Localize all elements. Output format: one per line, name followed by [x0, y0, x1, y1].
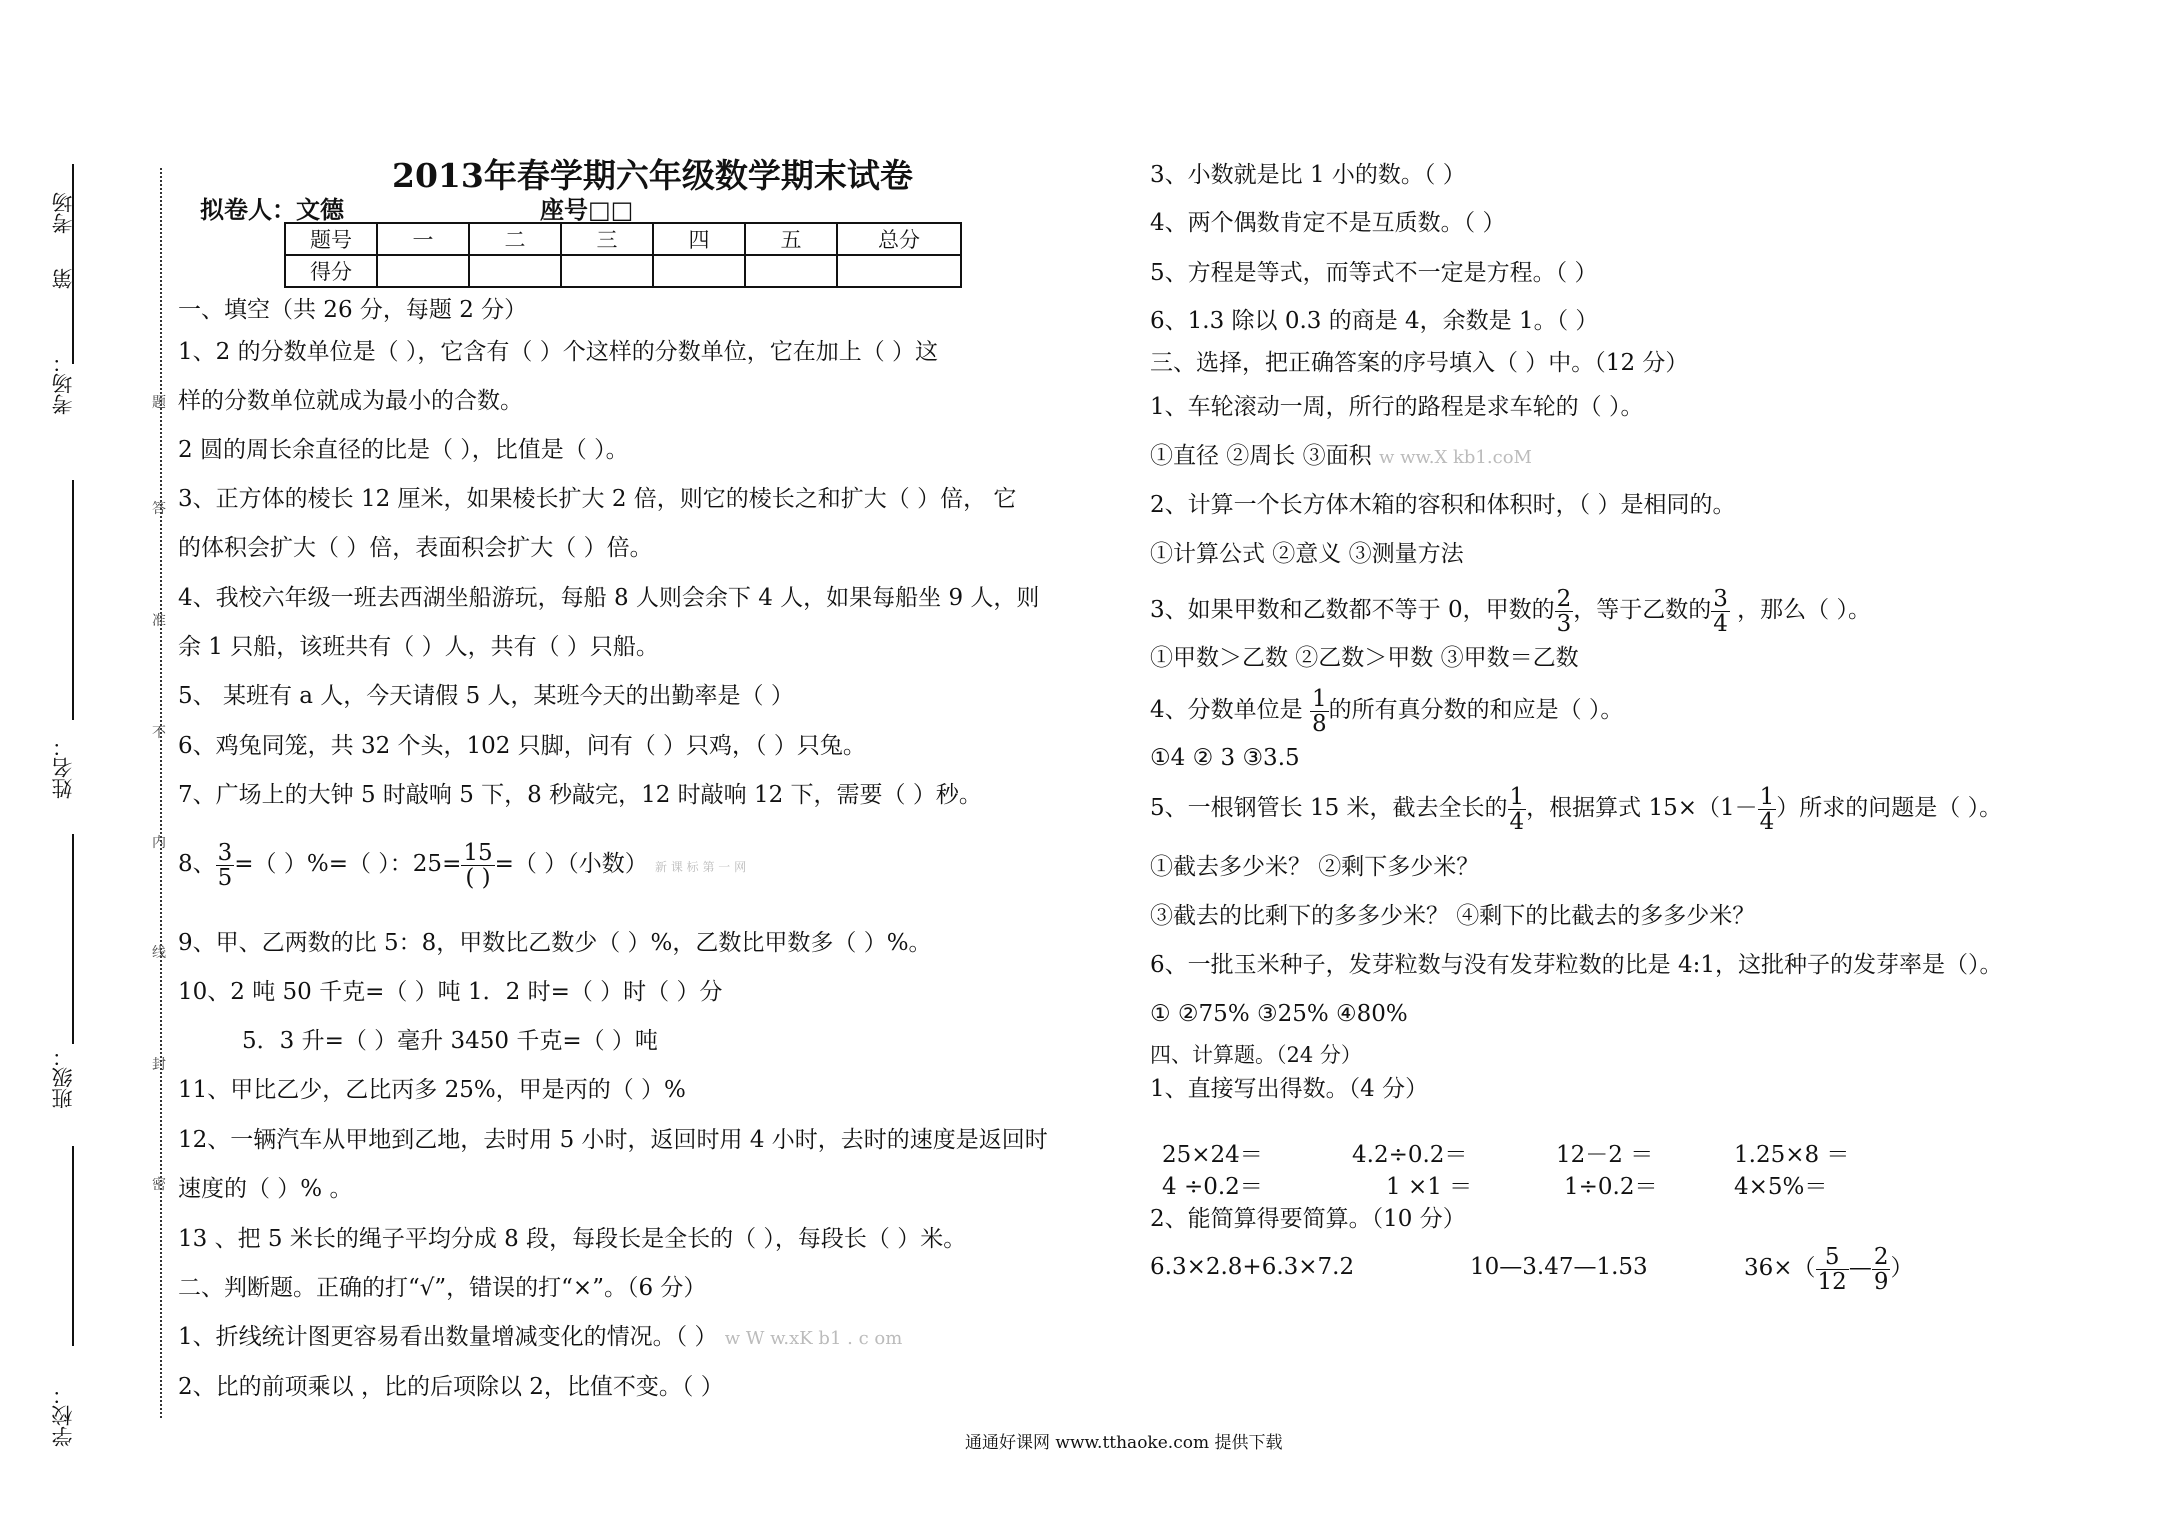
watermark-text: w ww.X kb1.coM	[1378, 447, 1532, 468]
calc-cell: 25×24＝	[1162, 1142, 1263, 1168]
expression-3-text: 36×（	[1744, 1255, 1816, 1281]
expression	[1744, 1236, 1913, 1300]
question-text: 4、两个偶数肯定不是互质数。（ ）	[1150, 210, 1506, 236]
fraction-denominator: ( )	[465, 864, 491, 891]
fraction-denominator: 3	[1556, 610, 1572, 637]
seal-char: 密	[152, 1177, 166, 1193]
score-cell: 总分	[837, 223, 961, 255]
score-input-cell[interactable]	[837, 255, 961, 287]
fraction-numerator: 1	[1509, 783, 1525, 810]
score-cell: 三	[561, 223, 653, 255]
seal-line	[160, 168, 162, 1418]
page-title: 2013年春学期六年级数学期末试卷	[392, 156, 913, 195]
fraction-denominator: 5	[217, 864, 233, 891]
question-text: 速度的（ ）% 。	[178, 1176, 353, 1202]
fraction-numerator: 15	[463, 839, 493, 866]
seal-char: 线	[152, 945, 166, 961]
choice-3-text: ，等于乙数的	[1573, 597, 1712, 623]
expression-3-text: ）	[1890, 1255, 1914, 1281]
question-text	[178, 1322, 902, 1354]
seal-char: 不	[152, 725, 166, 741]
fraction-numerator: 1	[1311, 685, 1327, 712]
score-table	[284, 222, 962, 288]
expression: 10—3.47—1.53	[1470, 1254, 1648, 1280]
side-label-class: 班级：	[51, 1046, 75, 1109]
section-1-heading: 一、填空（共 26 分，每题 2 分）	[178, 297, 528, 323]
option-text: ①计算公式 ②意义 ③测量方法	[1150, 541, 1464, 567]
score-input-cell[interactable]	[377, 255, 469, 287]
section-2-heading: 二、判断题。正确的打“√”，错误的打“×”。（6 分）	[178, 1275, 707, 1301]
question-text: 3、正方体的棱长 12 厘米，如果棱长扩大 2 倍，则它的棱长之和扩大（ ）倍， 它	[178, 486, 1017, 512]
choice-4-text: 的所有真分数的和应是（ ）。	[1328, 697, 1624, 723]
question-text: 2 圆的周长余直径的比是（ ），比值是（ ）。	[178, 437, 629, 463]
fraction	[1555, 587, 1574, 636]
fraction-numerator: 3	[1713, 585, 1728, 612]
fraction	[461, 841, 494, 890]
question-8-mid: =（ ）%=（ ）：25=	[234, 851, 462, 877]
author-label: 拟卷人：文德	[200, 195, 344, 224]
choice-4	[1150, 678, 1623, 742]
question-text: 7、广场上的大钟 5 时敲响 5 下，8 秒敲完，12 时敲响 12 下，需要（ ）秒。	[178, 782, 982, 808]
question-text: 10、2 吨 50 千克=（ ）吨 1．2 时=（ ）时（ ）分	[178, 979, 723, 1005]
fraction-denominator: 12	[1817, 1268, 1847, 1295]
option-text: ①截去多少米？ ②剩下多少米？	[1150, 854, 1480, 880]
fraction-denominator: 9	[1873, 1268, 1889, 1295]
question-text: 2、能简算得要简算。（10 分）	[1150, 1206, 1466, 1232]
calc-cell: 1 ×1 ＝	[1386, 1174, 1473, 1200]
question-8	[178, 834, 746, 897]
calc-cell: 12－2 ＝	[1556, 1142, 1654, 1168]
question-text: 4、我校六年级一班去西湖坐船游玩，每船 8 人则会余下 4 人，如果每船坐 9 人，则	[178, 585, 1040, 611]
fraction-numerator: 2	[1873, 1243, 1889, 1270]
fraction-denominator: 4	[1759, 808, 1775, 835]
question-text: 5、 某班有 a 人，今天请假 5 人，某班今天的出勤率是（ ）	[178, 683, 794, 709]
fraction	[1508, 785, 1527, 834]
margin-rule-1	[72, 164, 74, 364]
fraction-numerator: 5	[1816, 1245, 1849, 1270]
fraction-numerator: 2	[1556, 585, 1572, 612]
calc-cell: 1÷0.2＝	[1564, 1174, 1658, 1200]
score-table-header-row	[285, 223, 961, 255]
option-text: ③截去的比剩下的多多少米？ ④剩下的比截去的多多少米？	[1150, 903, 1756, 929]
score-cell: 四	[653, 223, 745, 255]
section-3-heading: 三、选择，把正确答案的序号填入（ ）中。（12 分）	[1150, 350, 1689, 376]
seal-char: 准	[152, 613, 166, 629]
question-text: 1、车轮滚动一周，所行的路程是求车轮的（ ）。	[1150, 394, 1644, 420]
calc-cell: 1.25×8 ＝	[1734, 1142, 1850, 1168]
seat-label: 座号□□	[540, 195, 634, 224]
fraction-numerator: 3	[217, 839, 233, 866]
question-text: 6、鸡兔同笼，共 32 个头，102 只脚，问有（ ）只鸡，（ ）只兔。	[178, 733, 866, 759]
score-cell: 得分	[285, 255, 377, 287]
question-text: 样的分数单位就成为最小的合数。	[178, 388, 523, 414]
margin-rule-4	[72, 1146, 74, 1346]
question-text: 的体积会扩大（ ）倍，表面积会扩大（ ）倍。	[178, 535, 653, 561]
choice-5	[1150, 776, 2002, 840]
footer-text: 通通好课网 www.tthaoke.com 提供下载	[965, 1433, 1283, 1453]
expression: 6.3×2.8+6.3×7.2	[1150, 1254, 1355, 1280]
question-text: 1、2 的分数单位是（ ），它含有（ ）个这样的分数单位，它在加上（ ）这	[178, 339, 939, 365]
calc-cell: 4 ÷0.2＝	[1162, 1174, 1263, 1200]
seal-char: 答	[152, 501, 166, 517]
fraction	[1872, 1245, 1891, 1294]
choice-5-text: ，根据算式 15×（1－	[1526, 795, 1758, 821]
question-8-prefix: 8、	[178, 851, 216, 877]
choice-1-options: ①直径 ②周长 ③面积	[1150, 443, 1372, 469]
choice-5-text: ）所求的问题是（ ）。	[1776, 795, 2003, 821]
choice-3-text: 3、如果甲数和乙数都不等于 0，甲数的	[1150, 597, 1555, 623]
side-label-di: 第	[51, 268, 75, 289]
question-text: 13 、把 5 米长的绳子平均分成 8 段，每段长是全长的（ ），每段长（ ）米。	[178, 1226, 967, 1252]
side-label-name: 姓名：	[51, 736, 75, 799]
score-cell: 五	[745, 223, 837, 255]
option-text: ① ②75% ③25% ④80%	[1150, 1001, 1408, 1027]
score-input-cell[interactable]	[653, 255, 745, 287]
question-text: 2、计算一个长方体木箱的容积和体积时，（ ）是相同的。	[1150, 492, 1736, 518]
choice-3-text: ，那么（ ）。	[1729, 597, 1871, 623]
question-text: 3、小数就是比 1 小的数。（ ）	[1150, 162, 1466, 188]
question-text: 1、直接写出得数。（4 分）	[1150, 1076, 1429, 1102]
question-text: 12、一辆汽车从甲地到乙地，去时用 5 小时，返回时用 4 小时，去时的速度是返回时	[178, 1127, 1048, 1153]
option-text	[1150, 441, 1532, 473]
margin-rule-3	[72, 834, 74, 1044]
score-cell: 一	[377, 223, 469, 255]
score-cell: 题号	[285, 223, 377, 255]
question-8-tail: =（ ）（小数）	[494, 851, 648, 877]
section-4-heading: 四、计算题。（24 分）	[1150, 1043, 1362, 1067]
fraction	[1816, 1245, 1849, 1294]
question-text: 6、1.3 除以 0.3 的商是 4，余数是 1。（ ）	[1150, 308, 1599, 334]
question-text: 11、甲比乙少，乙比丙多 25%，甲是丙的（ ）%	[178, 1077, 686, 1103]
calc-cell: 4.2÷0.2＝	[1352, 1142, 1468, 1168]
margin-rule-2	[72, 480, 74, 720]
score-table-score-row	[285, 255, 961, 287]
fraction-numerator: 1	[1759, 783, 1775, 810]
calc-cell: 4×5%＝	[1734, 1174, 1828, 1200]
expression-3-text: —	[1848, 1255, 1872, 1281]
score-input-cell[interactable]	[745, 255, 837, 287]
fraction	[1310, 687, 1329, 736]
watermark-text: w W w.xK b1 . c om	[724, 1328, 903, 1349]
seal-char: 题	[152, 395, 166, 411]
score-cell: 二	[469, 223, 561, 255]
fraction	[1758, 785, 1777, 834]
side-label-kaochang-top: 考场	[51, 192, 75, 234]
option-text: ①甲数＞乙数 ②乙数＞甲数 ③甲数＝乙数	[1150, 645, 1579, 671]
fraction-denominator: 4	[1509, 808, 1525, 835]
choice-4-text: 4、分数单位是	[1150, 697, 1310, 723]
option-text: ①4 ② 3 ③3.5	[1150, 745, 1300, 771]
fraction-denominator: 8	[1311, 710, 1327, 737]
question-text: 5．3 升=（ ）毫升 3450 千克=（ ）吨	[242, 1028, 658, 1054]
judge-1-text: 1、折线统计图更容易看出数量增减变化的情况。（ ）	[178, 1324, 718, 1350]
score-input-cell[interactable]	[469, 255, 561, 287]
question-text: 6、一批玉米种子，发芽粒数与没有发芽粒数的比是 4:1，这批种子的发芽率是（）。	[1150, 952, 2003, 978]
score-input-cell[interactable]	[561, 255, 653, 287]
side-label-kaochang: 考场：	[51, 352, 75, 415]
fraction	[1711, 587, 1730, 636]
seal-char: 内	[152, 835, 166, 851]
watermark-text: 新 课 标 第 一 网	[655, 860, 747, 874]
choice-5-text: 5、一根钢管长 15 米，截去全长的	[1150, 795, 1508, 821]
seal-char: 封	[152, 1057, 166, 1073]
question-text: 5、方程是等式，而等式不一定是方程。（ ）	[1150, 260, 1598, 286]
question-text: 9、甲、乙两数的比 5：8，甲数比乙数少（ ）%，乙数比甲数多（ ）%。	[178, 930, 932, 956]
side-label-school: 学校：	[51, 1384, 75, 1447]
fraction-denominator: 4	[1713, 610, 1728, 637]
question-text: 余 1 只船，该班共有（ ）人，共有（ ）只船。	[178, 634, 659, 660]
question-text: 2、比的前项乘以 ，比的后项除以 2，比值不变。（ ）	[178, 1374, 724, 1400]
fraction	[216, 841, 235, 890]
choice-3	[1150, 578, 1871, 642]
